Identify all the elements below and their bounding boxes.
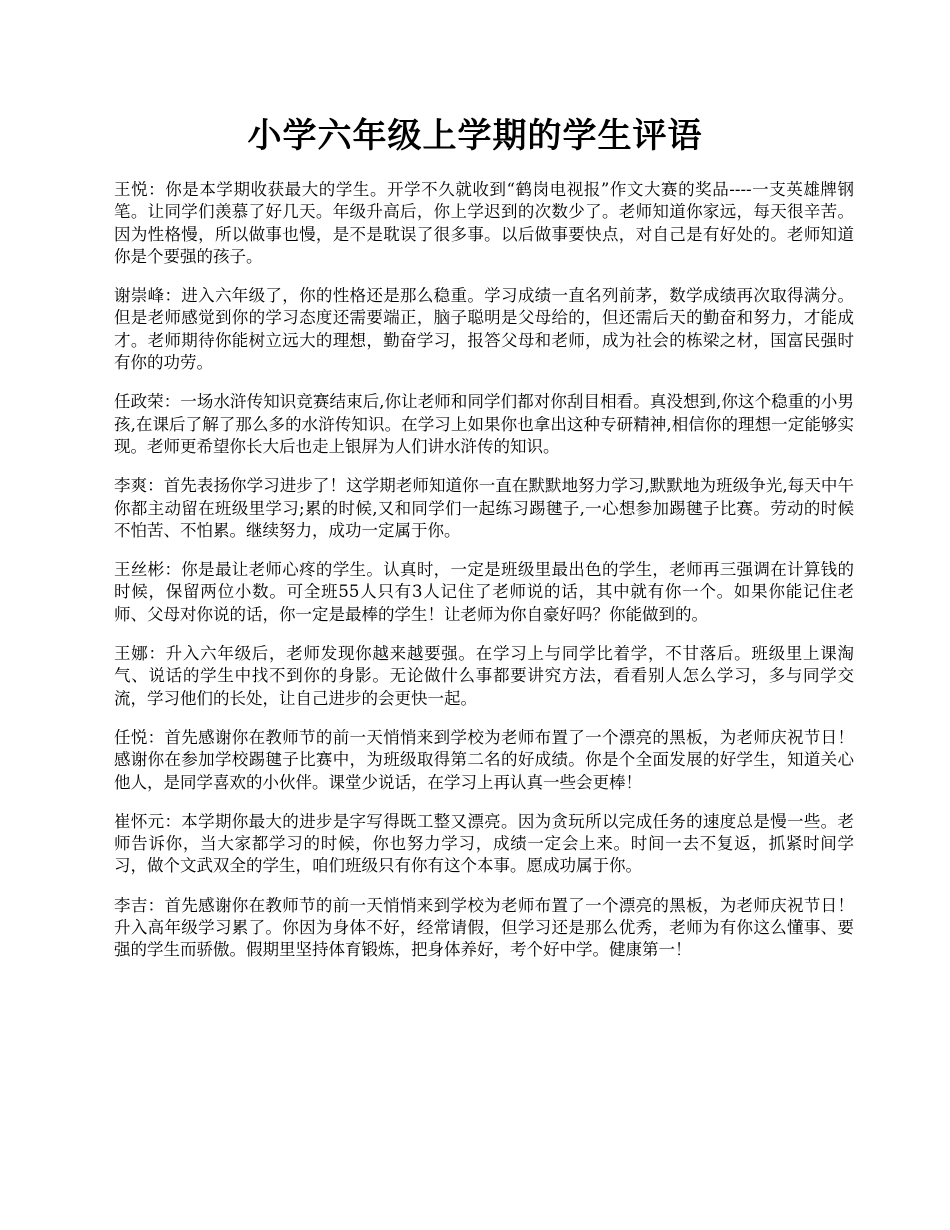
document-body	[114, 179, 854, 979]
comment-paragraph-wang-yue: 王悦：你是本学期收获最大的学生。开学不久就收到“鹤岗电视报”作文大赛的奖品----一支英雄牌钢笔。让同学们羡慕了好几天。年级升高后，你上学迟到的次数少了。老师知道你家远，每天很辛苦。因为性格慢，所以做事也慢，是不是耽误了很多事。以后做事要快点，对自己是有好处的。老师知道你是个要强的孩子。	[114, 180, 854, 266]
comment-paragraph-wang-sibin: 王丝彬：你是最让老师心疼的学生。认真时，一定是班级里最出色的学生，老师再三强调在计算钱的时候，保留两位小数。可全班55人只有3人记住了老师说的话，其中就有你一个。如果你能记住老师、父母对你说的话，你一定是最棒的学生！让老师为你自豪好吗？你能做到的。	[114, 560, 854, 624]
comment-paragraph-li-ji: 李吉：首先感谢你在教师节的前一天悄悄来到学校为老师布置了一个漂亮的黑板，为老师庆祝节日！升入高年级学习累了。你因为身体不好，经常请假，但学习还是那么优秀，老师为有你这么懂事、要强的学生而骄傲。假期里坚持体育锻炼，把身体养好，考个好中学。健康第一！	[114, 895, 854, 960]
comment-paragraph-ren-yue: 任悦：首先感谢你在教师节的前一天悄悄来到学校为老师布置了一个漂亮的黑板，为老师庆祝节日！感谢你在参加学校踢毽子比赛中，为班级取得第二名的好成绩。你是个全面发展的好学生，知道关心他人，是同学喜欢的小伙伴。课堂少说话，在学习上再认真一些会更棒！	[114, 727, 854, 792]
comment-paragraph-xie-chongfeng: 谢崇峰：进入六年级了，你的性格还是那么稳重。学习成绩一直名列前茅，数学成绩再次取得满分。但是老师感觉到你的学习态度还需要端正，脑子聪明是父母给的，但还需后天的勤奋和努力，才能成才。老师期待你能树立远大的理想，勤奋学习，报答父母和老师，成为社会的栋梁之材，国富民强时有你的功劳。	[114, 286, 854, 373]
comment-paragraph-ren-zhengrong: 任政荣：一场水浒传知识竞赛结束后,你让老师和同学们都对你刮目相看。真没想到,你这个稳重的小男孩,在课后了解了那么多的水浒传知识。在学习上如果你也拿出这种专研精神,相信你的理想一定能够实现。老师更希望你长大后也走上银屏为人们讲水浒传的知识。	[114, 392, 854, 456]
comment-paragraph-li-shuang: 李爽：首先表扬你学习进步了！这学期老师知道你一直在默默地努力学习,默默地为班级争光,每天中午你都主动留在班级里学习;累的时候,又和同学们一起练习踢毽子,一心想参加踢毽子比赛。劳动的时候不怕苦、不怕累。继续努力，成功一定属于你。	[114, 476, 854, 540]
comment-paragraph-cui-huaiyuan: 崔怀元：本学期你最大的进步是字写得既工整又漂亮。因为贪玩所以完成任务的速度总是慢一些。老师告诉你，当大家都学习的时候，你也努力学习，成绩一定会上来。时间一去不复返，抓紧时间学习，做个文武双全的学生，咱们班级只有你有这个本事。愿成功属于你。	[114, 811, 854, 876]
comment-paragraph-wang-na: 王娜：升入六年级后，老师发现你越来越要强。在学习上与同学比着学，不甘落后。班级里上课淘气、说话的学生中找不到你的身影。无论做什么事都要讲究方法，看看别人怎么学习，多与同学交流，学习他们的长处，让自己进步的会更快一起。	[114, 644, 854, 708]
page-title: 小学六年级上学期的学生评语	[247, 116, 703, 156]
